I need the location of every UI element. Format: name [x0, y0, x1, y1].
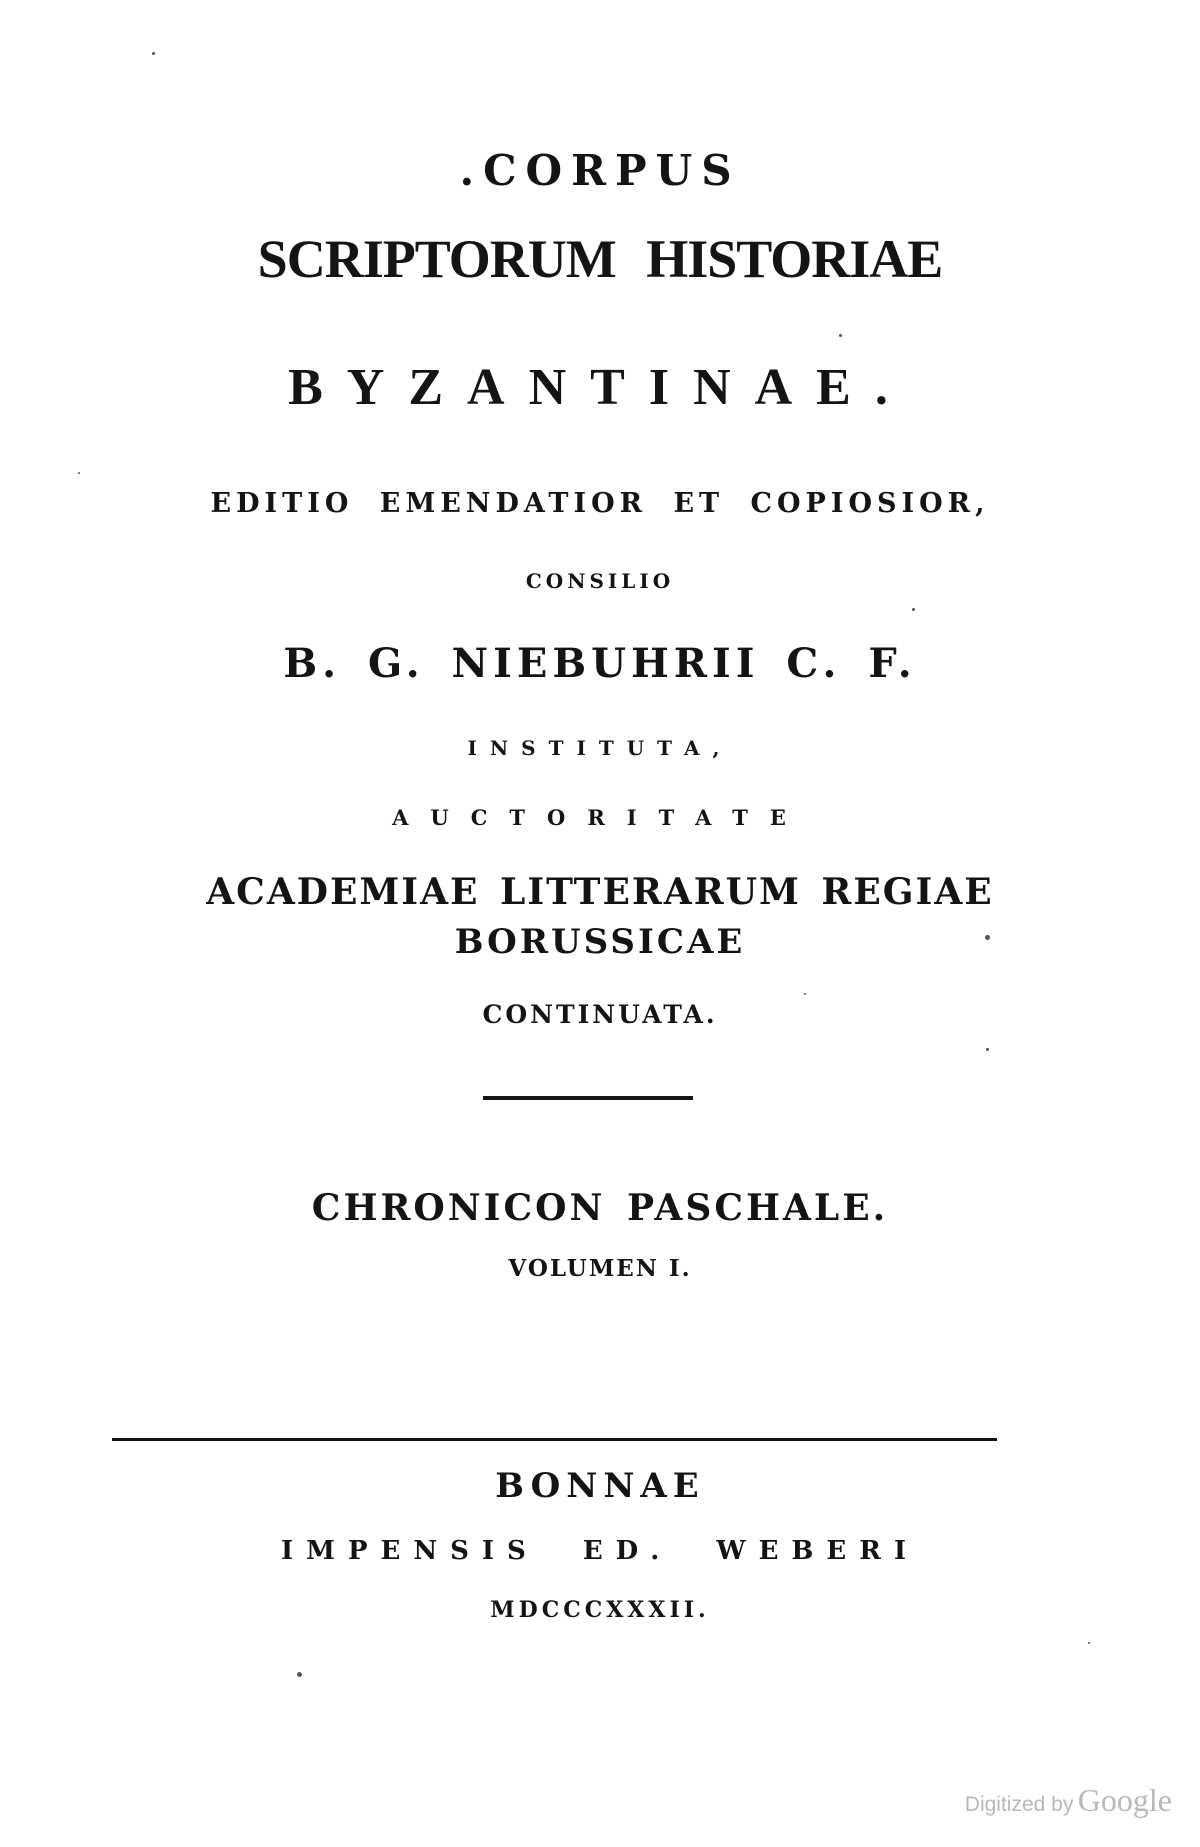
paper-speck — [78, 472, 80, 474]
consilio-line: CONSILIO — [525, 569, 675, 593]
volume-line: VOLUMEN I. — [508, 1255, 692, 1282]
paper-speck — [986, 1048, 989, 1051]
series-scriptorum-historiae: SCRIPTORUM HISTORIAE — [257, 229, 943, 289]
paper-speck — [839, 334, 842, 337]
imprint-place: BONNAE — [495, 1466, 705, 1506]
paper-speck — [912, 608, 915, 611]
imprint-year: MDCCCXXXII. — [490, 1597, 710, 1623]
short-divider — [483, 1096, 693, 1100]
imprint-publisher: IMPENSIS ED. WEBERI — [281, 1536, 919, 1566]
paper-speck — [985, 935, 990, 940]
instituta-line: INSTITUTA, — [467, 736, 733, 760]
series-byzantinae: BYZANTINAE. — [288, 359, 912, 416]
continuata-line: CONTINUATA. — [482, 1000, 718, 1029]
borussicae-line: BORUSSICAE — [454, 922, 746, 962]
long-divider — [112, 1438, 997, 1441]
paper-speck — [1088, 1642, 1090, 1644]
edition-statement: EDITIO EMENDATIOR ET COPIOSIOR, — [210, 488, 990, 519]
academiae-line: ACADEMIAE LITTERARUM REGIAE — [206, 871, 994, 913]
paper-speck — [297, 1672, 302, 1677]
google-logo-text: Google — [1077, 1782, 1172, 1818]
series-corpus: .CORPUS — [459, 146, 741, 195]
digitized-watermark — [965, 1782, 1172, 1819]
watermark-prefix: Digitized by — [964, 1793, 1074, 1816]
auctoritate-line: AUCTORITATE — [392, 805, 808, 830]
editor-niebuhrii: B. G. NIEBUHRII C. F. — [283, 640, 917, 687]
paper-speck — [152, 52, 155, 55]
work-title: CHRONICON PASCHALE. — [311, 1187, 889, 1229]
paper-speck — [804, 993, 806, 995]
